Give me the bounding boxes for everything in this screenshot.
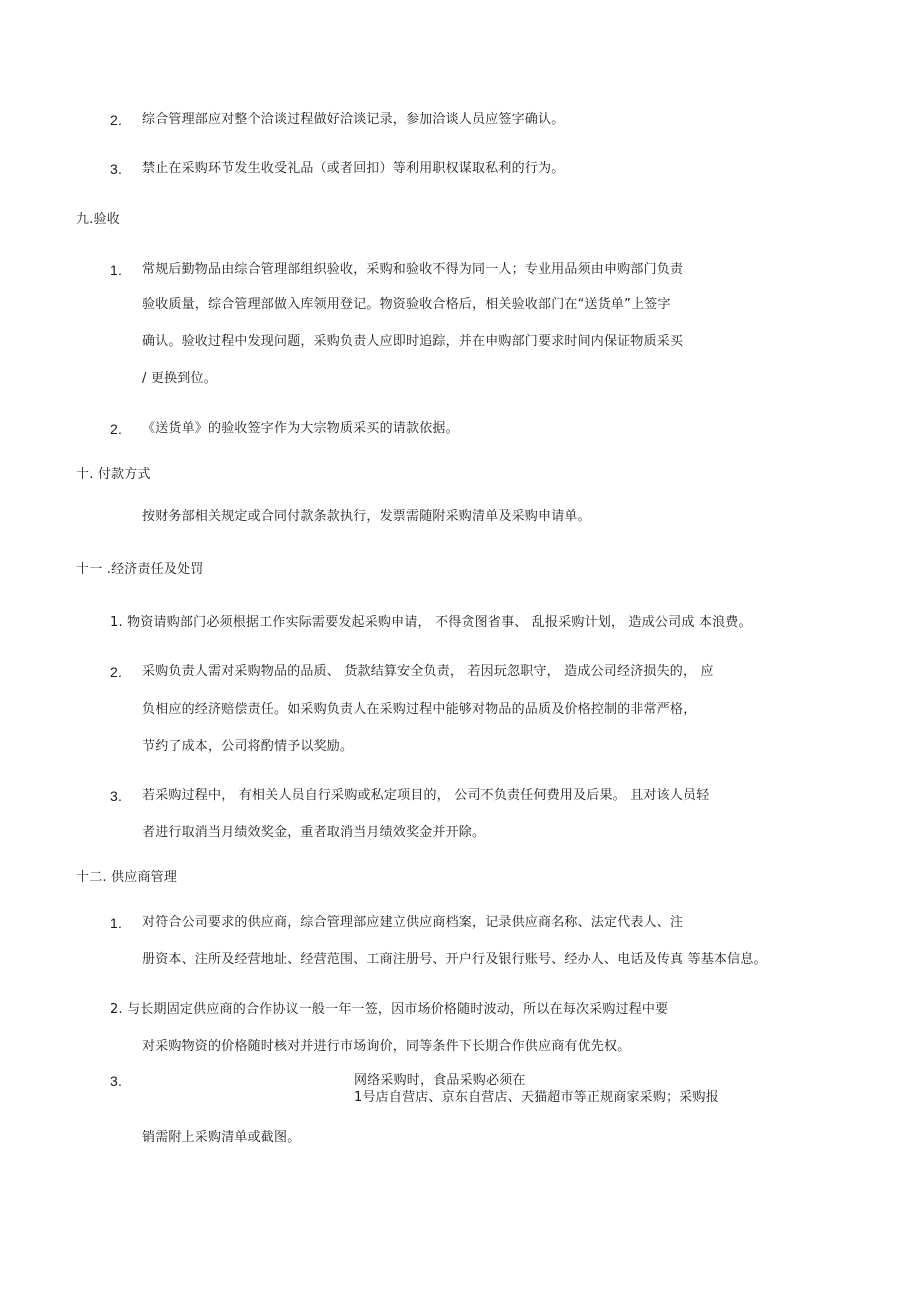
- item-number: 2.: [110, 664, 123, 680]
- item-number: 3.: [110, 788, 123, 804]
- item-number: 1.: [110, 915, 123, 931]
- paragraph-line: 验收质量，综合管理部做入库领用登记。物资验收合格后，相关验收部门在“送货单”上签字: [142, 297, 671, 312]
- paragraph-line: 网络采购时，食品采购必须在: [354, 1073, 526, 1088]
- item-number: 2.: [110, 112, 123, 128]
- paragraph-line: 者进行取消当月绩效奖金，重者取消当月绩效奖金并开除。: [142, 825, 486, 840]
- paragraph-line: / 更换到位。: [142, 371, 217, 386]
- paragraph-text: 按财务部相关规定或合同付款条款执行，发票需随附采购清单及采购申请单。: [142, 509, 591, 524]
- section-heading: 十. 付款方式: [76, 467, 151, 482]
- paragraph-line: 对采购物资的价格随时核对并进行市场询价，同等条件下长期合作供应商有优先权。: [142, 1039, 631, 1054]
- section-heading: 十一 .经济责任及处罚: [76, 562, 204, 577]
- item-number: 2.: [110, 421, 123, 437]
- item-number: 3.: [110, 161, 123, 177]
- section-heading: 九.验收: [76, 212, 120, 227]
- item-number: 3.: [110, 1073, 123, 1089]
- paragraph-text: 禁止在采购环节发生收受礼品（或者回扣）等利用职权谋取私利的行为。: [142, 161, 565, 176]
- paragraph-line: 销需附上采购清单或截图。: [142, 1130, 301, 1145]
- paragraph-line: 确认。验收过程中发现问题，采购负责人应即时追踪，并在申购部门要求时间内保证物质采买: [142, 334, 684, 349]
- paragraph-line: 册资本、注所及经营地址、经营范围、工商注册号、开户行及银行账号、经办人、电话及传真 等基本信息。: [142, 952, 767, 967]
- section-heading: 十二. 供应商管理: [76, 870, 178, 885]
- paragraph-line: 采购负责人需对采购物品的品质、 货款结算安全负责， 若因玩忽职守， 造成公司经济损失的， 应: [142, 664, 714, 679]
- paragraph-line: 1号店自营店、京东自营店、天猫超市等正规商家采购；采购报: [354, 1090, 719, 1105]
- paragraph-line: 节约了成本，公司将酌情予以奖励。: [142, 739, 354, 754]
- paragraph-line: 负相应的经济赔偿责任。如采购负责人在采购过程中能够对物品的品质及价格控制的非常严格，: [142, 702, 697, 717]
- paragraph-text: 《送货单》的验收签字作为大宗物质采买的请款依据。: [142, 421, 459, 436]
- item-number: 1.: [110, 262, 123, 278]
- paragraph-text: 1. 物资请购部门必须根据工作实际需要发起采购申请， 不得贪图省事、 乱报采购计划， 造成公司成 本浪费。: [110, 615, 752, 630]
- paragraph-line: 2. 与长期固定供应商的合作协议一般一年一签，因市场价格随时波动，所以在每次采购过程中要: [110, 1002, 669, 1017]
- paragraph-line: 常规后勤物品由综合管理部组织验收，采购和验收不得为同一人；专业用品须由申购部门负责: [142, 262, 684, 277]
- paragraph-text: 综合管理部应对整个洽谈过程做好洽谈记录，参加洽谈人员应签字确认。: [142, 112, 565, 127]
- paragraph-line: 若采购过程中， 有相关人员自行采购或私定项目的， 公司不负责任何费用及后果。 且对该人员轻: [142, 788, 710, 803]
- paragraph-line: 对符合公司要求的供应商，综合管理部应建立供应商档案，记录供应商名称、法定代表人、注: [142, 915, 684, 930]
